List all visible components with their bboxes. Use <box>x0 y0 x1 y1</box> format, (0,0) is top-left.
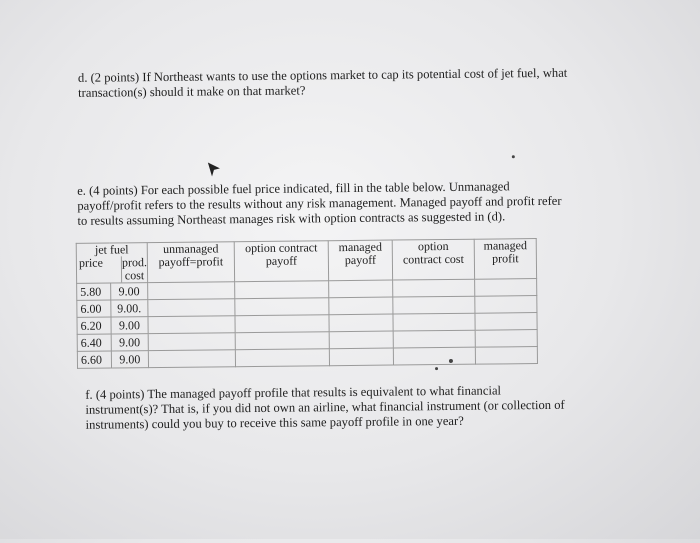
prod-cost-cell: 9.00 <box>111 351 148 368</box>
header-option-contract-top: option contract <box>245 240 318 256</box>
header-unmanaged-top: unmanaged <box>163 241 219 256</box>
ink-speck <box>435 367 438 370</box>
header-price: price <box>77 256 122 282</box>
managed-payoff-cell[interactable] <box>329 280 393 298</box>
mouse-cursor-icon <box>207 161 221 179</box>
prod-cost-cell: 9.00. <box>110 300 147 317</box>
price-cell: 6.20 <box>77 317 111 334</box>
header-managed-profit-bottom: profit <box>491 251 519 266</box>
option-payoff-cell[interactable] <box>235 281 329 299</box>
header-managed-profit <box>474 239 536 280</box>
header-managed-payoff <box>328 240 392 281</box>
unmanaged-cell[interactable] <box>148 350 235 368</box>
prod-cost-cell: 9.00 <box>111 317 148 334</box>
managed-payoff-cell[interactable] <box>329 331 393 349</box>
unmanaged-cell[interactable] <box>148 333 235 351</box>
fuel-price-table <box>76 238 538 369</box>
option-cost-cell[interactable] <box>393 313 475 331</box>
option-cost-cell[interactable] <box>393 296 475 314</box>
question-f-line-2: instrument(s)? That is, if you did not own an airline, what financial instrument (or collection of <box>85 397 565 417</box>
table-header-row <box>76 239 536 284</box>
question-e-line-1: e. (4 points) For each possible fuel price indicated, fill in the table below. Unmanaged <box>77 179 510 198</box>
header-jet-fuel-top: jet fuel <box>94 242 129 257</box>
managed-profit-cell[interactable] <box>475 313 537 331</box>
header-jet-fuel <box>76 243 147 284</box>
unmanaged-cell[interactable] <box>148 282 235 300</box>
managed-payoff-cell[interactable] <box>329 314 393 332</box>
header-managed-profit-top: managed <box>483 238 527 253</box>
option-payoff-cell[interactable] <box>235 332 329 350</box>
header-option-cost-bottom: contract cost <box>402 251 464 267</box>
option-cost-cell[interactable] <box>393 330 475 348</box>
managed-payoff-cell[interactable] <box>329 348 393 366</box>
header-unmanaged <box>147 242 234 283</box>
question-e-line-2: payoff/profit refers to the results without any risk management. Managed payoff and profit refer <box>77 193 562 213</box>
unmanaged-cell[interactable] <box>148 299 235 317</box>
managed-profit-cell[interactable] <box>475 279 537 297</box>
question-d-line-2: transaction(s) should it make on that market? <box>78 83 306 100</box>
question-f <box>85 382 645 433</box>
price-cell: 6.00 <box>77 300 111 317</box>
question-e <box>77 178 647 229</box>
question-d <box>78 65 638 101</box>
question-f-line-1: f. (4 points) The managed payoff profile that results is equivalent to what financial <box>85 383 502 402</box>
option-payoff-cell[interactable] <box>235 349 329 367</box>
header-managed-payoff-bottom: payoff <box>344 252 377 268</box>
header-unmanaged-bottom: payoff=profit <box>158 254 224 270</box>
question-e-line-3: to results assuming Northeast manages risk with option contracts as suggested in (d). <box>77 209 506 228</box>
option-cost-cell[interactable] <box>393 279 475 297</box>
question-f-line-3: instruments) could you buy to receive this same payoff profile in one year? <box>85 413 464 432</box>
option-payoff-cell[interactable] <box>235 315 329 333</box>
header-option-contract-bottom: payoff <box>265 253 298 268</box>
prod-cost-cell: 9.00 <box>110 283 147 300</box>
unmanaged-cell[interactable] <box>148 316 235 334</box>
header-option-cost-top: option <box>417 238 449 254</box>
ink-speck <box>449 359 453 363</box>
price-cell: 5.80 <box>77 283 111 300</box>
price-cell: 6.60 <box>77 351 111 368</box>
prod-cost-cell: 9.00 <box>111 334 148 351</box>
managed-profit-cell[interactable] <box>475 330 537 348</box>
managed-profit-cell[interactable] <box>475 296 537 314</box>
ink-speck <box>512 155 515 158</box>
header-option-contract <box>234 241 328 282</box>
managed-payoff-cell[interactable] <box>329 297 393 315</box>
option-payoff-cell[interactable] <box>235 298 329 316</box>
managed-profit-cell[interactable] <box>475 347 537 365</box>
header-option-contract-cost <box>392 239 474 280</box>
header-managed-payoff-top: managed <box>338 239 382 255</box>
price-cell: 6.40 <box>77 334 111 351</box>
option-cost-cell[interactable] <box>393 347 475 365</box>
question-d-line-1: d. (2 points) If Northeast wants to use the options market to cap its potential cost of jet fuel, what <box>77 65 568 85</box>
header-prod-cost: prod. cost <box>121 255 147 283</box>
table-row <box>77 347 537 369</box>
